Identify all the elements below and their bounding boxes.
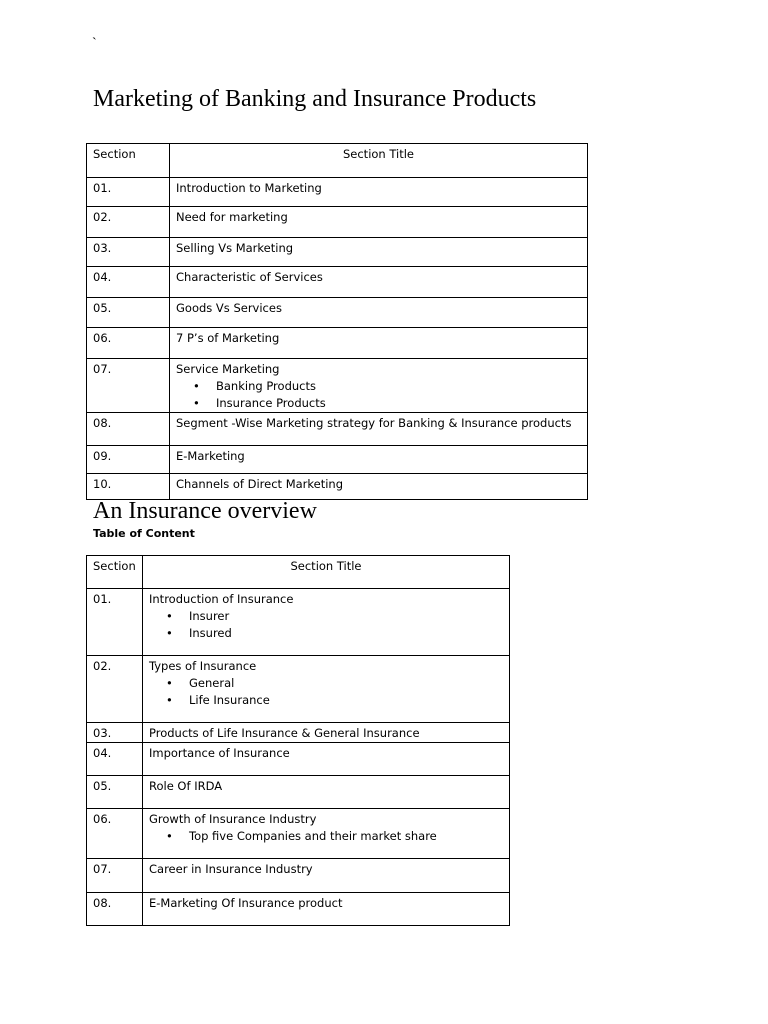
section-title: Goods Vs Services	[176, 301, 282, 315]
table-row	[87, 743, 510, 776]
bullet-list	[143, 828, 509, 845]
section-number-cell	[87, 893, 143, 926]
section-number-cell	[87, 178, 170, 207]
table-row	[87, 809, 510, 859]
section-number: 01.	[93, 181, 112, 195]
section-number: 04.	[93, 270, 112, 284]
table-row	[87, 446, 588, 474]
section-title-cell	[143, 776, 510, 809]
section-number-cell	[87, 743, 143, 776]
table-row	[87, 589, 510, 656]
section-title-cell	[170, 328, 588, 359]
bullet-item: • General	[189, 675, 509, 692]
table-row	[87, 207, 588, 238]
bullet-list	[170, 378, 587, 412]
header-title-cell	[143, 556, 510, 589]
section-title-cell	[170, 267, 588, 298]
table-row	[87, 656, 510, 723]
section-title: Service Marketing	[176, 362, 280, 376]
header-title-label: Section Title	[290, 559, 362, 573]
section-number-cell	[87, 859, 143, 893]
section-number: 07.	[93, 362, 112, 376]
section-title-cell	[170, 359, 588, 413]
doc1-title: Marketing of Banking and Insurance Products	[93, 86, 537, 112]
section-title: Segment -Wise Marketing strategy for Banking & Insurance products	[176, 416, 572, 430]
section-number-cell	[87, 776, 143, 809]
section-number: 03.	[93, 726, 112, 740]
section-number-cell	[87, 656, 143, 723]
table-row	[87, 474, 588, 500]
section-title: E-Marketing	[176, 449, 245, 463]
doc2-subtitle: Table of Content	[93, 527, 195, 540]
section-number: 04.	[93, 746, 112, 760]
table-row	[87, 238, 588, 267]
table-row	[87, 178, 588, 207]
section-title: Channels of Direct Marketing	[176, 477, 344, 491]
bullet-item: • Insurer	[189, 608, 509, 625]
section-number-cell	[87, 413, 170, 446]
section-number-cell	[87, 359, 170, 413]
table-header-row	[87, 144, 588, 178]
section-number: 05.	[93, 301, 112, 315]
section-number: 02.	[93, 210, 112, 224]
section-title: E-Marketing Of Insurance product	[149, 896, 343, 910]
header-section-label: Section	[93, 559, 136, 573]
table-row	[87, 893, 510, 926]
bullet-item: • Top five Companies and their market share	[189, 828, 509, 845]
section-title-cell	[170, 178, 588, 207]
section-number-cell	[87, 298, 170, 328]
section-title: Role Of IRDA	[149, 779, 223, 793]
section-title-cell	[170, 413, 588, 446]
section-title: 7 P’s of Marketing	[176, 331, 280, 345]
bullet-list	[143, 675, 509, 709]
section-title-cell	[143, 589, 510, 656]
section-title-cell	[170, 238, 588, 267]
section-title-cell	[143, 809, 510, 859]
section-number: 01.	[93, 592, 112, 606]
bullet-item: • Life Insurance	[189, 692, 509, 709]
bullet-item: • Insurance Products	[216, 395, 587, 412]
bullet-list	[143, 608, 509, 642]
section-title: Need for marketing	[176, 210, 288, 224]
stray-tick-mark: `	[92, 36, 97, 51]
section-title-cell	[170, 446, 588, 474]
header-title-cell	[170, 144, 588, 178]
section-number: 02.	[93, 659, 112, 673]
section-title: Introduction of Insurance	[149, 592, 294, 606]
section-number-cell	[87, 589, 143, 656]
section-number-cell	[87, 723, 143, 743]
section-number: 06.	[93, 331, 112, 345]
section-title: Products of Life Insurance & General Insurance	[149, 726, 420, 740]
header-section-cell	[87, 144, 170, 178]
table-row	[87, 413, 588, 446]
section-title-cell	[143, 743, 510, 776]
section-number-cell	[87, 328, 170, 359]
table-row	[87, 298, 588, 328]
header-section-cell	[87, 556, 143, 589]
section-title: Selling Vs Marketing	[176, 241, 294, 255]
section-title-cell	[143, 723, 510, 743]
bullet-item: • Banking Products	[216, 378, 587, 395]
section-title-cell	[143, 893, 510, 926]
table-row	[87, 859, 510, 893]
section-title-cell	[143, 859, 510, 893]
section-number-cell	[87, 267, 170, 298]
insurance-toc-table	[86, 555, 510, 926]
section-number-cell	[87, 474, 170, 500]
section-number: 07.	[93, 862, 112, 876]
section-number: 03.	[93, 241, 112, 255]
section-number: 06.	[93, 812, 112, 826]
section-title: Career in Insurance Industry	[149, 862, 313, 876]
section-number: 05.	[93, 779, 112, 793]
section-title: Importance of Insurance	[149, 746, 290, 760]
section-title-cell	[170, 207, 588, 238]
section-title-cell	[170, 298, 588, 328]
table-row	[87, 723, 510, 743]
bullet-item: • Insured	[189, 625, 509, 642]
marketing-toc-table	[86, 143, 588, 500]
table-row	[87, 267, 588, 298]
section-title: Introduction to Marketing	[176, 181, 322, 195]
section-number-cell	[87, 207, 170, 238]
table-header-row	[87, 556, 510, 589]
section-number-cell	[87, 446, 170, 474]
section-title: Types of Insurance	[149, 659, 257, 673]
header-title-label: Section Title	[342, 147, 415, 161]
table-row	[87, 328, 588, 359]
section-number: 10.	[93, 477, 112, 491]
section-number-cell	[87, 238, 170, 267]
section-title: Characteristic of Services	[176, 270, 323, 284]
table-row	[87, 776, 510, 809]
section-title-cell	[143, 656, 510, 723]
section-number-cell	[87, 809, 143, 859]
section-number: 08.	[93, 416, 112, 430]
table-row	[87, 359, 588, 413]
header-section-label: Section	[93, 147, 136, 161]
section-title: Growth of Insurance Industry	[149, 812, 317, 826]
section-number: 08.	[93, 896, 112, 910]
section-title-cell	[170, 474, 588, 500]
section-number: 09.	[93, 449, 112, 463]
doc2-title: An Insurance overview	[93, 498, 317, 524]
